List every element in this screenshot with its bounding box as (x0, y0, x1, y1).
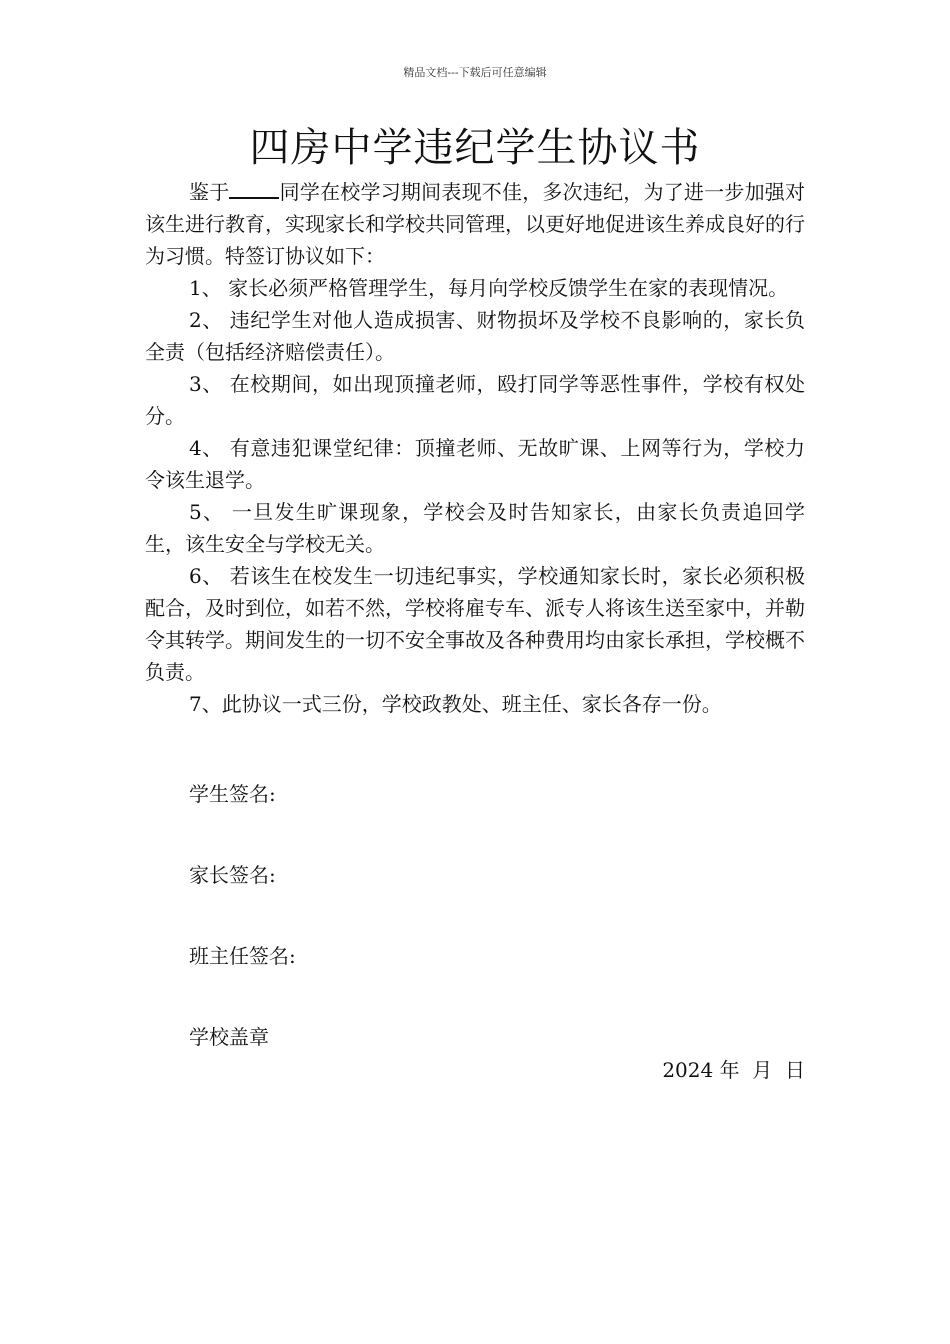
clause-2: 2、 违纪学生对他人造成损害、财物损坏及学校不良影响的，家长负全责（包括经济赔偿责任）。 (145, 308, 805, 364)
intro-before: 鉴于 (189, 180, 230, 204)
page-header: 精品文档---下载后可任意编辑 (403, 66, 547, 79)
parent-signature-label: 家长签名: (189, 863, 276, 887)
clause-5: 5、 一旦发生旷课现象，学校会及时告知家长，由家长负责追回学生，该生安全与学校无关。 (145, 500, 805, 556)
clause-7: 7、此协议一式三份，学校政教处、班主任、家长各存一份。 (189, 692, 722, 716)
clause-3: 3、 在校期间，如出现顶撞老师，殴打同学等恶性事件，学校有权处分。 (145, 372, 805, 428)
school-seal-label: 学校盖章 (189, 1025, 269, 1049)
intro-paragraph (145, 176, 805, 272)
document-title: 四房中学违纪学生协议书 (249, 125, 701, 171)
clause-6: 6、 若该生在校发生一切违纪事实，学校通知家长时，家长必须积极配合，及时到位，如若不然，学校将雇专车、派专人将该生送至家中，并勒令其转学。期间发生的一切不安全事故及各种费用均由家长承担，学校概不负责。 (145, 564, 805, 684)
clause-4: 4、 有意违犯课堂纪律：顶撞老师、无故旷课、上网等行为，学校力令该生退学。 (145, 436, 805, 492)
intro-after: 同学在校学习期间表现不佳，多次违纪，为了进一步加强对该生进行教育，实现家长和学校共同管理，以更好地促进该生养成良好的行为习惯。特签订协议如下： (145, 180, 806, 268)
agreement-body (145, 176, 805, 720)
student-signature-label: 学生签名: (189, 782, 276, 806)
date-line: 2024 年 月 日 (662, 1058, 805, 1082)
clause-1: 1、 家长必须严格管理学生，每月向学校反馈学生在家的表现情况。 (189, 276, 789, 300)
teacher-signature-label: 班主任签名: (189, 944, 296, 968)
student-name-blank (229, 179, 279, 199)
